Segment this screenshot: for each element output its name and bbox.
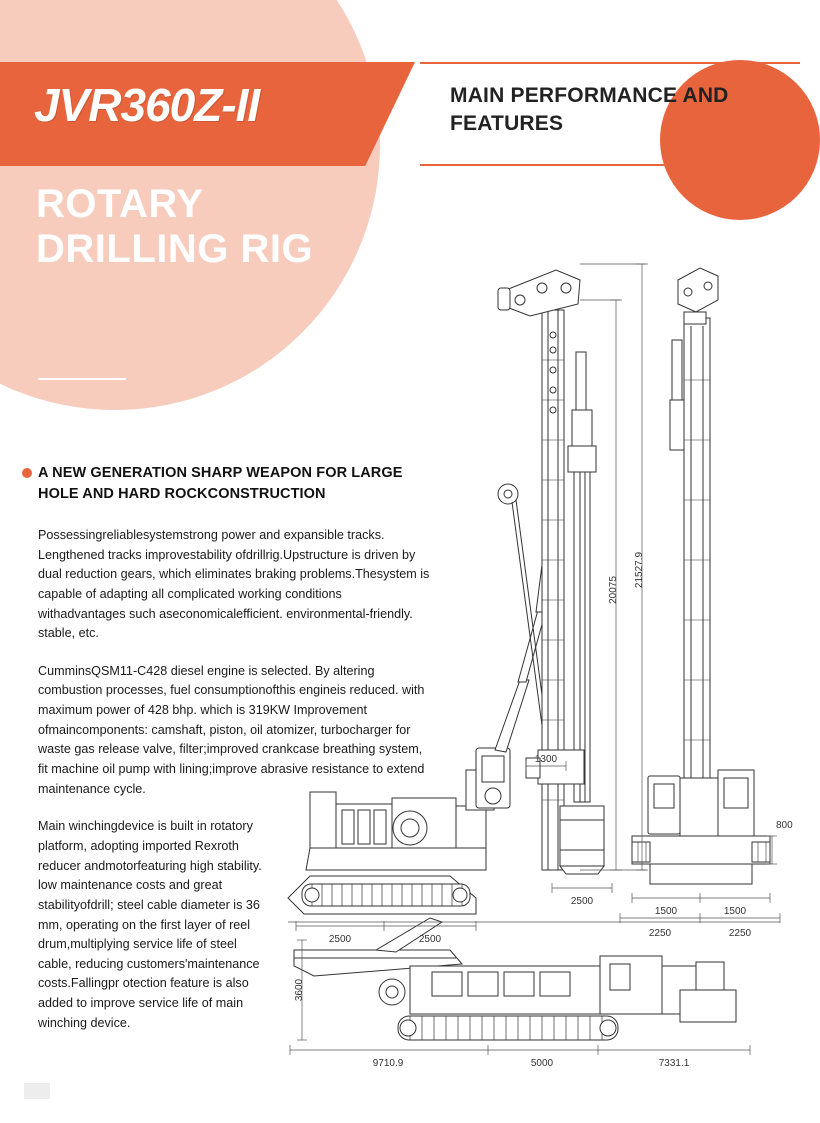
paragraph-3: Main winchingdevice is built in rotatory platform, adopting imported Rexroth reducer andmotorfeaturing high stability. low maintenance costs and great stabilityofdrill; steel cable diameter is 36 mm, operating on the first layer of reel drum,multiplying service life of steel cable, reducing customers'maintenance costs.Fallingpr otection feature is also added to improve service life of main winching device. — [38, 819, 262, 1030]
paragraph-1: Possessingreliablesystemstrong power and expansible tracks. Lengthened tracks improvestability ofdrillrig.Upstructure is driven by dual reduction gears, which eliminates braking problems.Thesystem is capable of adapting all complicated working conditions withadvantages such aseconomicalefficient. environmental-friendly. stable, etc. — [38, 528, 430, 641]
bullet-dot-icon — [22, 468, 32, 478]
dim-base-2500: 2500 — [570, 896, 594, 907]
header-subtitle: MAIN PERFORMANCE AND FEATURES — [450, 84, 729, 135]
paragraph-2: CumminsQSM11-C428 diesel engine is selected. By altering combustion processes, fuel consumptionofthis engineis reduced. with maximum power of 428 bhp. which is 319KW Improvement ofmaincomponents: camshaft, piston, oil atomizer, turbocharger for waste gas release valve, filter;improved crankcase breathing system, fit machine oil pump with lining;improve abrasive resistance to extend maintenance cycle. — [38, 663, 425, 796]
rear-view-machine — [632, 268, 770, 884]
mast-head — [498, 270, 580, 316]
product-name: ROTARY DRILLING RIG — [36, 182, 314, 271]
dim-track-left: 2500 — [328, 934, 352, 945]
section-headline: A NEW GENERATION SHARP WEAPON FOR LARGE HOLE AND HARD ROCKCONSTRUCTION — [38, 465, 403, 502]
footer-marker — [24, 1083, 50, 1099]
dim-2250-a: 2250 — [648, 928, 672, 939]
dim-9710: 9710.9 — [372, 1058, 404, 1069]
dim-1500-b: 1500 — [723, 906, 747, 917]
dim-2250-b: 2250 — [728, 928, 752, 939]
divider — [38, 378, 126, 380]
body-text-column — [38, 526, 430, 1051]
model-title: JVR360Z-II — [34, 79, 260, 131]
dim-800: 800 — [776, 820, 793, 831]
kelly-bar — [568, 352, 596, 802]
dim-mast-height: 20075 — [608, 576, 619, 604]
dim-3600: 3600 — [294, 978, 305, 1002]
drill-bucket — [560, 806, 604, 874]
dim-5000: 5000 — [530, 1058, 554, 1069]
dim-1500-a: 1500 — [654, 906, 678, 917]
dim-total-height: 21527.9 — [634, 551, 645, 589]
dim-track-right: 2500 — [418, 934, 442, 945]
main-mast-side — [542, 310, 564, 870]
cabin-side — [476, 748, 510, 808]
dim-1300: 1300 — [534, 754, 558, 765]
dim-7331: 7331.1 — [658, 1058, 690, 1069]
